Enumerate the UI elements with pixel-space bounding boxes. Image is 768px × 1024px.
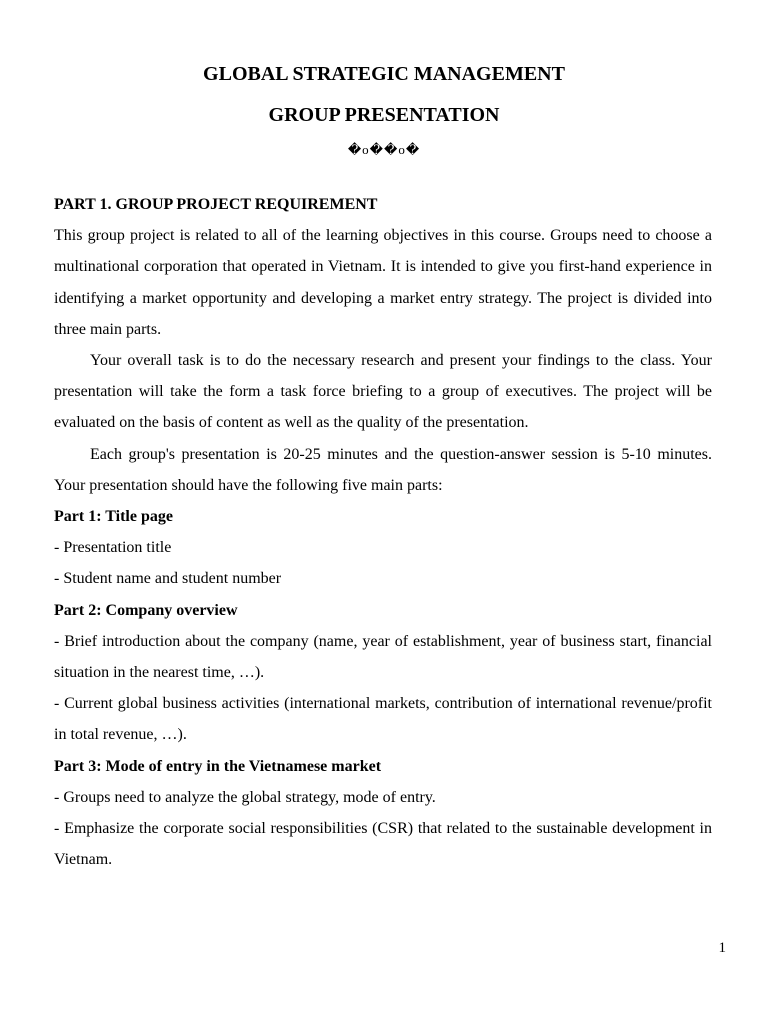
document-body (54, 189, 712, 875)
paragraph-task: Your overall task is to do the necessary research and present your findings to the class. Your presentation will take the form a task force briefing to a group of executives. The project will be evaluated on the basis of content as well as the quality of the presentation. (54, 352, 712, 432)
document-subtitle: GROUP PRESENTATION (268, 104, 500, 126)
paragraph-intro: This group project is related to all of the learning objectives in this course. Groups need to choose a multinational corporation that operated in Vietnam. It is intended to give you first-hand experience in identifying a market opportunity and developing a market entry strategy. The project is divided into three main parts. (54, 227, 712, 338)
part-1-heading: PART 1. GROUP PROJECT REQUIREMENT (54, 196, 378, 213)
section-company-overview-heading: Part 2: Company overview (54, 601, 238, 619)
section-title-page-heading: Part 1: Title page (54, 508, 173, 526)
section-mode-of-entry-heading: Part 3: Mode of entry in the Vietnamese market (54, 757, 382, 775)
list-item: - Brief introduction about the company (name, year of establishment, year of business start, financial situation in the nearest time, …). (54, 632, 712, 682)
paragraph-timing: Each group's presentation is 20-25 minutes and the question-answer session is 5-10 minutes. Your presentation should have the following five main parts: (54, 445, 712, 494)
document-title: GLOBAL STRATEGIC MANAGEMENT (203, 63, 565, 85)
list-item: - Groups need to analyze the global strategy, mode of entry. (54, 788, 436, 806)
list-item: - Current global business activities (international markets, contribution of international revenue/profit in total revenue, …). (54, 695, 712, 744)
list-item: - Student name and student number (54, 570, 282, 588)
decorative-ornament: �o��o� (347, 142, 421, 157)
list-item: - Presentation title (54, 539, 172, 557)
page-number: 1 (718, 940, 726, 956)
list-item: - Emphasize the corporate social responsibilities (CSR) that related to the sustainable development in Vietnam. (54, 820, 712, 869)
